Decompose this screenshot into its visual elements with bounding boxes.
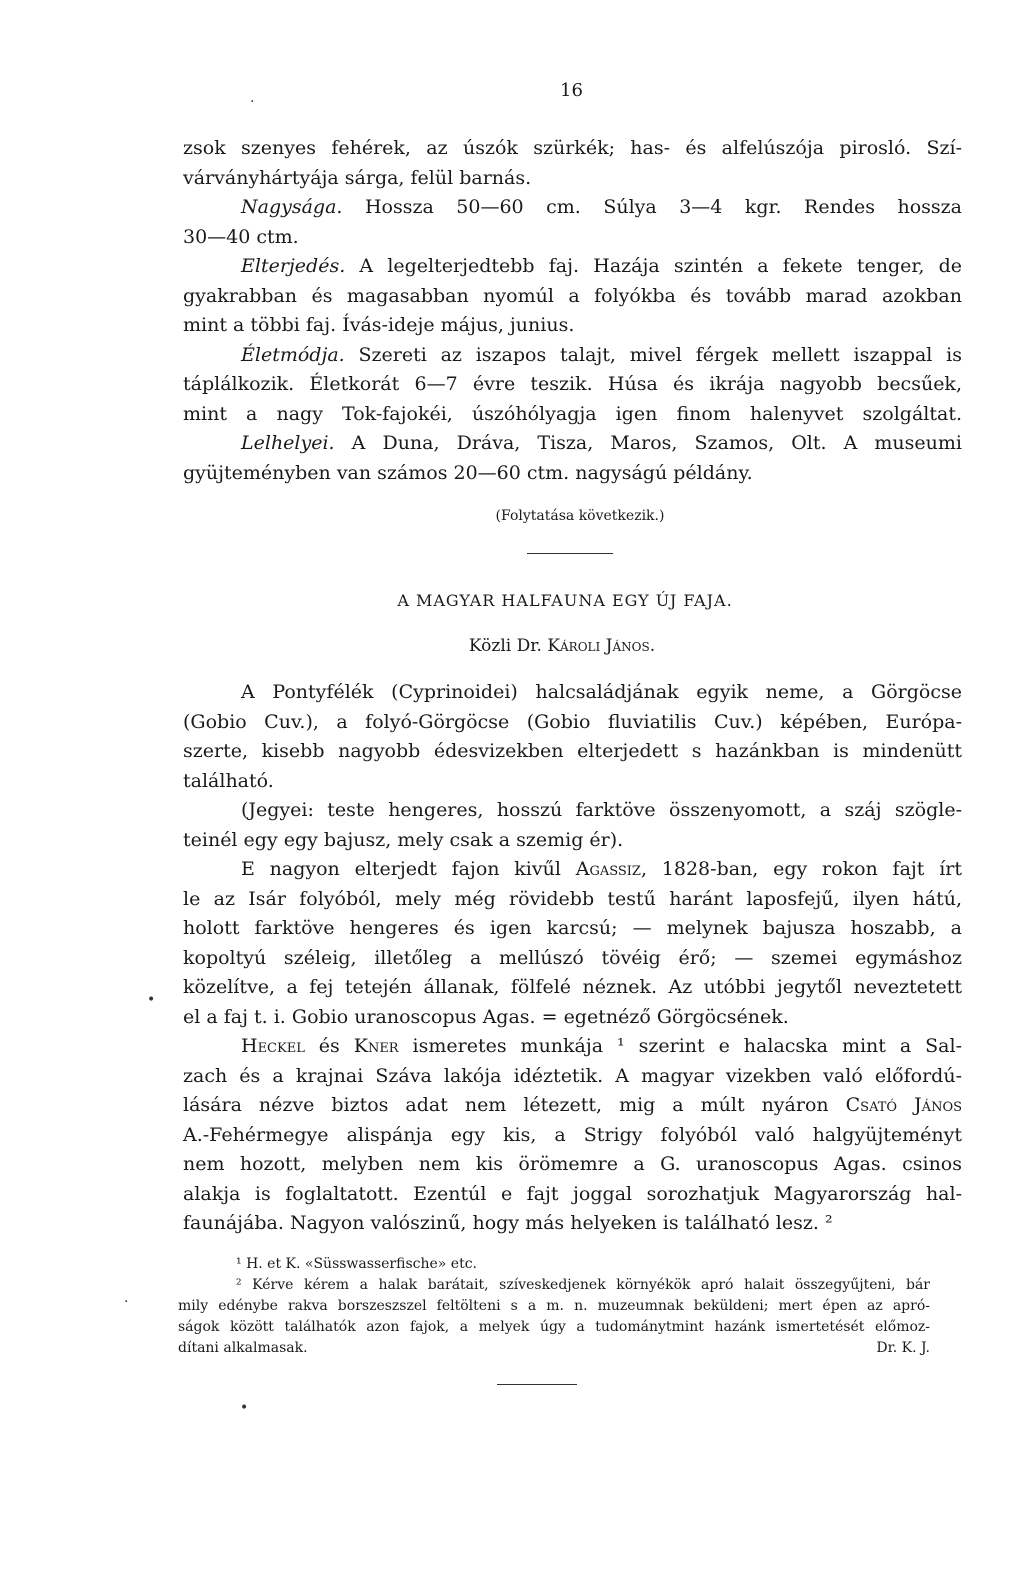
text-line-body: Szereti az iszapos talajt, mivel férgek mellett iszappal is [344,343,962,366]
footnotes [178,1254,930,1359]
section-label: Nagysága. [241,196,343,218]
text-line: táplálkozik. Életkorát 6—7 évre teszik. Húsa és ikrája nagyobb becsűek, [183,373,962,395]
text-line: gyüjteményben van számos 20—60 ctm. nagyságú példány. [183,461,753,484]
text-line: holott farktöve hengeres és igen karcsú; — melynek bajusza hoszabb, a [183,917,962,939]
text-line [183,193,962,223]
text-line [183,341,962,371]
section-label: Életmódja. [241,343,345,366]
article-title: A MAGYAR HALFAUNA EGY ÚJ FAJA. [397,591,733,610]
text-line: zach és a krajnai Száva lakója idéztetik. A magyar vizekben való előfordú- [183,1064,962,1087]
footnote-2-last: dítani alkalmasak. [178,1340,308,1356]
section-label: Elterjedés. [241,255,346,277]
author-prefix: Közli Dr. [468,636,548,656]
text-line: gyakrabban és magasabban nyomúl a folyókba és tovább marad azokban [183,284,962,307]
author-line [0,636,1024,656]
person-name: Csató János [845,1094,963,1116]
text-line-body: Hossza 50—60 cm. Súlya 3—4 kgr. Rendes hossza [342,196,962,218]
text-line [183,1091,962,1121]
person-name: Agassiz [575,858,641,880]
text-line-body: és [304,1035,354,1057]
text-line: teinél egy egy bajusz, mely csak a szemig ér). [183,828,624,851]
text-line-body: E nagyon elterjedt fajon kivűl [241,858,576,880]
text-line [183,252,962,282]
footnote-2-line: mily edénybe rakva borszeszszel feltölteni s a m. n. muzeumnak beküldeni; mert épen az apró- [178,1298,930,1314]
section-label: Lelhelyei. [241,432,335,454]
person-name: Heckel [241,1035,305,1057]
text-line [183,1032,962,1062]
stray-mark: • [240,1400,249,1416]
text-line-body: , 1828-ban, egy rokon fajt írt [640,858,963,880]
text-line: szerte, kisebb nagyobb édesvizekben elterjedett s hazánkban is mindenütt [183,740,962,762]
text-line [183,855,962,885]
text-line: található. [183,769,274,792]
author-name: Károli János. [547,636,656,656]
paragraph [183,678,962,796]
text-line-body: A legelterjedtebb faj. Hazája szintén a fekete tenger, de [345,255,962,277]
footnote-2-line: ságok között találhatók azon fajok, a melyek úgy a tudománytmint hazánk ismertetését előmoz- [178,1319,930,1335]
text-line-body: lására nézve biztos adat nem létezett, mig a múlt nyáron [183,1094,846,1116]
text-line: alakja is foglaltatott. Ezentúl e fajt joggal sorozhatjuk Magyarország hal- [183,1182,962,1205]
paragraph [183,796,962,855]
text-line: el a faj t. i. Gobio uranoscopus Agas. = egetnéző Görgöcsének. [183,1005,789,1028]
text-line: zsok szenyes fehérek, az úszók szürkék; has- és alfelúszója pirosló. Szí- [183,137,962,159]
stray-mark: • [147,992,156,1008]
footnote-1: ¹ H. et K. «Süsswasserfische» etc. [236,1256,477,1272]
text-line-body: A Duna, Dráva, Tisza, Maros, Szamos, Olt. A museumi [334,432,962,454]
divider [497,1384,577,1385]
footnote-2-line [178,1338,930,1359]
paragraph-description [183,134,962,488]
text-line: A.-Fehérmegye alispánja egy kis, a Strigy folyóból való halgyüjteményt [183,1123,962,1146]
signature: Dr. K. J. [876,1340,930,1356]
text-line: le az Isár folyóból, mely még rövidebb testű haránt laposfejű, ilyen hátú, [183,887,962,910]
text-line: nem hozott, melyben nem kis örömemre a G. uranoscopus Agas. csinos [183,1153,962,1175]
text-line: A Pontyfélék (Cyprinoidei) halcsaládjának egyik neme, a Görgöcse [241,681,962,703]
stray-mark: . [124,1290,129,1306]
stray-mark: . [250,90,255,106]
paragraph [183,855,962,1032]
footnote-2-line: ² Kérve kérem a halak barátait, szíveskedjenek környékök apró halait összegyűjteni, bár [236,1277,930,1293]
text-line: közelítve, a fej tetején állanak, fölfelé néznek. Az utóbbi jegytől neveztetett [183,976,962,998]
text-line: faunájába. Nagyon valószinű, hogy más helyeken is található lesz. ² [183,1212,833,1234]
text-line-body: ismeretes munkája ¹ szerint e halacska mint a Sal- [398,1035,962,1057]
text-line: (Gobio Cuv.), a folyó-Görgöcse (Gobio fluviatilis Cuv.) képében, Európa- [183,710,962,733]
text-line [183,429,962,459]
text-line: mint a nagy Tok-fajokéi, úszóhólyagja igen finom halenyvet szolgáltat. [183,402,962,425]
text-line: mint a többi faj. Ívás-ideje május, junius. [183,314,575,336]
person-name: Kner [353,1035,399,1057]
text-line: várványhártyája sárga, felül barnás. [183,166,532,189]
divider [527,553,613,554]
continuation-note: (Folytatása következik.) [495,508,665,524]
paragraph [183,1032,962,1239]
text-line: (Jegyei: teste hengeres, hosszú farktöve összenyomott, a száj szögle- [241,799,962,821]
page-number: 16 [560,80,583,101]
text-line: kopoltyú széleig, illetőleg a mellúszó tövéig érő; — szemei egymáshoz [183,946,962,969]
text-line: 30—40 ctm. [183,225,299,248]
